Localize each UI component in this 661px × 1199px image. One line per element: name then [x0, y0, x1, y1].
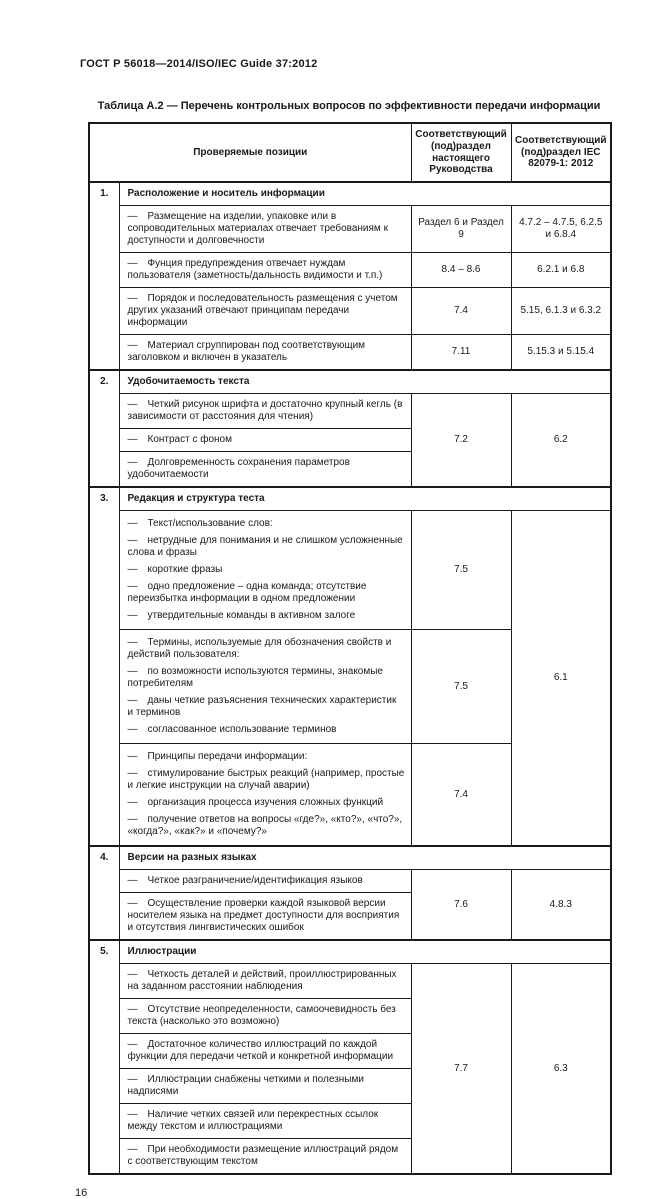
iec-ref: 4.8.3: [511, 870, 611, 941]
check-item: — согласованное использование терминов: [127, 724, 337, 736]
check-item: — Размещение на изделии, упаковке или в сопроводительных материалах отвечает требованиям к доступности и долговечности: [119, 206, 411, 253]
section-number: 3.: [89, 487, 119, 846]
guide-ref: 7.5: [411, 630, 511, 744]
section-3-title-row: [89, 487, 611, 511]
table-title: Таблица А.2 — Перечень контрольных вопросов по эффективности передачи информации: [97, 100, 601, 112]
section-title: Удобочитаемость текста: [119, 370, 611, 394]
section-title: Редакция и структура теста: [119, 487, 611, 511]
iec-ref: 6.3: [511, 964, 611, 1175]
column-header-guide: Соответствующий (под)раздел настоящего Руководства: [411, 123, 511, 182]
table-row: [89, 964, 611, 999]
section-number: 5.: [89, 940, 119, 1174]
check-item: — Порядок и последовательность размещения с учетом других указаний отвечают принципам передачи информации: [119, 288, 411, 335]
check-item: — Принципы передачи информации:: [127, 751, 308, 763]
guide-ref: 7.5: [411, 511, 511, 630]
check-item: — Контраст с фоном: [119, 429, 411, 452]
check-item: — получение ответов на вопросы «где?», «кто?», «что?», «когда?», «как?» и «почему?»: [127, 814, 403, 838]
table-header-row: [89, 123, 611, 182]
document-header: ГОСТ Р 56018—2014/ISO/IEC Guide 37:2012: [80, 58, 318, 70]
check-item: — стимулирование быстрых реакций (например, простые и легкие инструкции на случай аварии): [127, 768, 405, 792]
iec-ref: 5.15, 6.1.3 и 6.3.2: [511, 288, 611, 335]
check-item: — Фунция предупреждения отвечает нуждам пользователя (заметность/дальность видимости и т.п.): [119, 253, 411, 288]
column-header-positions: Проверяемые позиции: [89, 123, 411, 182]
section-1-title-row: [89, 182, 611, 206]
page-number: 16: [75, 1187, 88, 1199]
iec-ref: 6.2: [511, 394, 611, 488]
check-item: — Материал сгруппирован под соответствующим заголовком и включен в указатель: [119, 335, 411, 371]
check-item: — короткие фразы: [127, 564, 223, 576]
check-item: — Четкий рисунок шрифта и достаточно крупный кегль (в зависимости от расстояния для чтения): [119, 394, 411, 429]
check-item: — нетрудные для понимания и не слишком усложненные слова и фразы: [127, 535, 403, 559]
check-item: — При необходимости размещение иллюстраций рядом с соответствующим текстом: [119, 1139, 411, 1175]
check-item: — Текст/использование слов:: [127, 518, 273, 530]
check-item: — Долговременность сохранения параметров удобочитаемости: [119, 452, 411, 488]
check-item: — Достаточное количество иллюстраций по каждой функции для передачи четкой и конкретной информации: [119, 1034, 411, 1069]
checklist-table: [88, 122, 612, 1175]
table-row: [89, 394, 611, 429]
section-4-title-row: [89, 846, 611, 870]
document-page: [0, 58, 661, 1199]
check-item: — Четкость деталей и действий, проиллюстрированных на заданном расстоянии наблюдения: [119, 964, 411, 999]
iec-ref: 4.7.2 – 4.7.5, 6.2.5 и 6.8.4: [511, 206, 611, 253]
check-item: — Наличие четких связей или перекрестных ссылок между текстом и иллюстрациями: [119, 1104, 411, 1139]
section-title: Расположение и носитель информации: [119, 182, 611, 206]
iec-ref: 5.15.3 и 5.15.4: [511, 335, 611, 371]
check-item: — по возможности используются термины, знакомые потребителям: [127, 666, 383, 690]
section-number: 1.: [89, 182, 119, 370]
iec-ref: 6.2.1 и 6.8: [511, 253, 611, 288]
section-title: Иллюстрации: [119, 940, 611, 964]
guide-ref: 7.7: [411, 964, 511, 1175]
check-item: — даны четкие разъяснения технических характеристик и терминов: [127, 695, 397, 719]
check-item-group: [119, 744, 411, 847]
table-row: [89, 253, 611, 288]
iec-ref: 6.1: [511, 511, 611, 847]
check-item: — Термины, используемые для обозначения свойств и действий пользователя:: [127, 637, 392, 661]
guide-ref: 8.4 – 8.6: [411, 253, 511, 288]
check-item: — Осуществление проверки каждой языковой версии носителем языка на предмет доступности для восприятия и отсутствия лингвистических ошибок: [119, 893, 411, 941]
section-5-title-row: [89, 940, 611, 964]
check-item-group: [119, 511, 411, 630]
guide-ref: 7.4: [411, 744, 511, 847]
guide-ref: 7.4: [411, 288, 511, 335]
guide-ref: 7.6: [411, 870, 511, 941]
check-item: — утвердительные команды в активном залоге: [127, 610, 356, 622]
table-row: [89, 288, 611, 335]
section-number: 2.: [89, 370, 119, 487]
check-item: — Четкое разграничение/идентификация языков: [119, 870, 411, 893]
check-item: — организация процесса изучения сложных функций: [127, 797, 384, 809]
table-row: [89, 335, 611, 371]
table-row: [89, 511, 611, 630]
guide-ref: Раздел 6 и Раздел 9: [411, 206, 511, 253]
table-row: [89, 870, 611, 893]
check-item: — Иллюстрации снабжены четкими и полезными надписями: [119, 1069, 411, 1104]
table-row: [89, 206, 611, 253]
column-header-iec: Соответствующий (под)раздел IEC 82079-1: 2012: [511, 123, 611, 182]
check-item-group: [119, 630, 411, 744]
check-item: — одно предложение – одна команда; отсутствие переизбытка информации в одном предложении: [127, 581, 367, 605]
section-number: 4.: [89, 846, 119, 940]
guide-ref: 7.11: [411, 335, 511, 371]
section-2-title-row: [89, 370, 611, 394]
check-item: — Отсутствие неопределенности, самоочевидность без текста (насколько это возможно): [119, 999, 411, 1034]
section-title: Версии на разных языках: [119, 846, 611, 870]
guide-ref: 7.2: [411, 394, 511, 488]
